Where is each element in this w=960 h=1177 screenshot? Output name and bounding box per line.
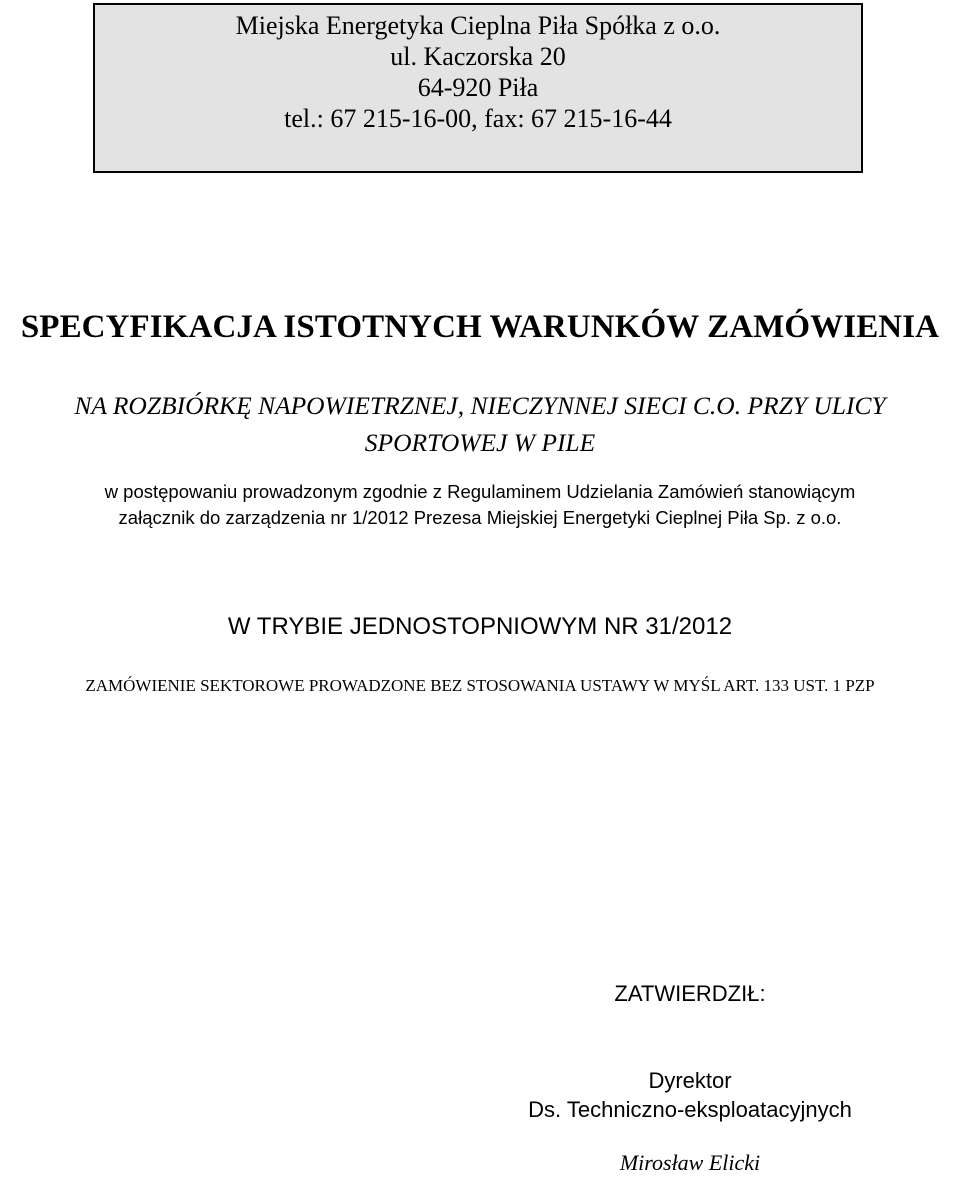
company-name: Miejska Energetyka Cieplna Piła Spółka z o.o. bbox=[235, 11, 721, 40]
procedure-line-2: załącznik do zarządzenia nr 1/2012 Prezesa Miejskiej Energetyki Cieplnej Piła Sp. z o.o. bbox=[118, 507, 842, 528]
sector-note: ZAMÓWIENIE SEKTOROWE PROWADZONE BEZ STOSOWANIA USTAWY W MYŚL ART. 133 UST. 1 PZP bbox=[85, 676, 875, 695]
approval-label: ZATWIERDZIŁ: bbox=[614, 981, 766, 1006]
company-city: 64-920 Piła bbox=[417, 73, 539, 102]
procedure-description bbox=[0, 479, 960, 531]
procedure-mode: W TRYBIE JEDNOSTOPNIOWYM NR 31/2012 bbox=[227, 613, 733, 640]
approver-signature: Mirosław Elicki bbox=[619, 1150, 761, 1175]
approval-block bbox=[500, 979, 880, 1177]
company-street: ul. Kaczorska 20 bbox=[390, 42, 566, 71]
document-title: SPECYFIKACJA ISTOTNYCH WARUNKÓW ZAMÓWIENIA bbox=[20, 309, 940, 345]
approver-role-title: Dyrektor bbox=[648, 1068, 732, 1093]
company-contact: tel.: 67 215-16-00, fax: 67 215-16-44 bbox=[284, 104, 672, 133]
order-subject-line-1: NA ROZBIÓRKĘ NAPOWIETRZNEJ, NIECZYNNEJ SIECI C.O. PRZY ULICY bbox=[74, 391, 886, 420]
order-subject bbox=[0, 387, 960, 461]
approver-role-department: Ds. Techniczno-eksploatacyjnych bbox=[528, 1097, 852, 1122]
procedure-line-1: w postępowaniu prowadzonym zgodnie z Regulaminem Udzielania Zamówień stanowiącym bbox=[104, 481, 856, 502]
order-subject-line-2: SPORTOWEJ W PILE bbox=[364, 428, 596, 457]
company-header-box bbox=[93, 3, 863, 173]
